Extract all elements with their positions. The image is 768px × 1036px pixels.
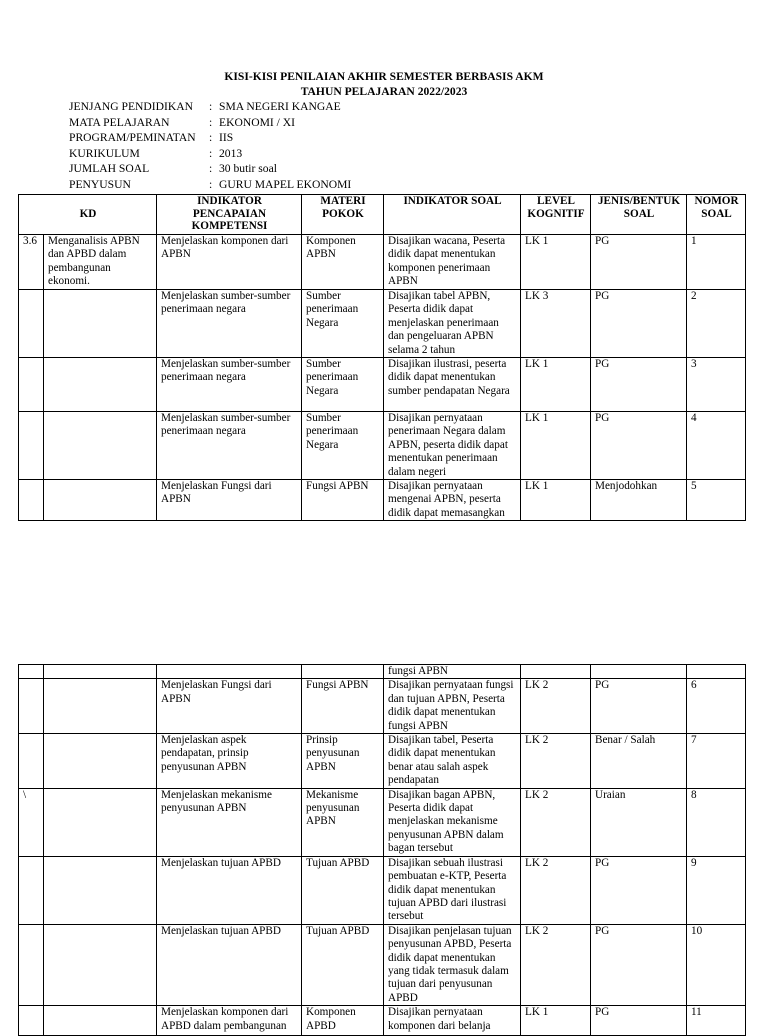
kd-cell	[44, 290, 157, 358]
ipk-cell: Menjelaskan komponen dari APBN	[157, 235, 302, 290]
level-cell: LK 2	[521, 788, 591, 856]
level-cell: LK 1	[521, 235, 591, 290]
nomor-cell: 9	[687, 856, 746, 924]
identity-row	[69, 100, 351, 116]
header-nomor: NOMOR SOAL	[687, 195, 746, 235]
ipk-cell: Menjelaskan aspek pendapatan, prinsip penyusunan APBN	[157, 734, 302, 789]
kd-cell	[44, 924, 157, 1005]
kd-cell	[44, 412, 157, 480]
identity-row	[69, 178, 351, 194]
identity-row	[69, 162, 351, 178]
identity-separator: :	[209, 146, 213, 160]
table-row	[19, 924, 746, 1005]
indikator-cell: Disajikan bagan APBN, Peserta didik dapat menjelaskan mekanisme penyusunan APBN dalam bagan tersebut	[384, 788, 521, 856]
header-materi: MATERI POKOK	[302, 195, 384, 235]
table-row	[19, 788, 746, 856]
ipk-cell: Menjelaskan Fungsi dari APBN	[157, 679, 302, 734]
materi-cell: Fungsi APBN	[302, 480, 384, 521]
identity-label: JUMLAH SOAL	[69, 162, 150, 175]
kd-cell	[44, 480, 157, 521]
table-header-row	[19, 195, 746, 235]
level-cell: LK 1	[521, 480, 591, 521]
materi-cell: Tujuan APBD	[302, 856, 384, 924]
kd-number-cell	[19, 412, 44, 480]
header-level: LEVEL KOGNITIF	[521, 195, 591, 235]
kd-cell	[44, 358, 157, 412]
jenis-cell: Menjodohkan	[591, 480, 687, 521]
table-row	[19, 1006, 746, 1036]
level-cell: LK 1	[521, 412, 591, 480]
kd-number-cell	[19, 679, 44, 734]
level-cell: LK 2	[521, 856, 591, 924]
table-row	[19, 679, 746, 734]
table-row	[19, 290, 746, 358]
table-row	[19, 358, 746, 412]
kd-number-cell	[19, 856, 44, 924]
jenis-cell: Benar / Salah	[591, 734, 687, 789]
header-ipk: INDIKATOR PENCAPAIAN KOMPETENSI	[157, 195, 302, 235]
identity-value: 2013	[219, 146, 243, 160]
identity-label: JENJANG PENDIDIKAN	[69, 100, 193, 113]
jenis-cell: PG	[591, 679, 687, 734]
level-cell	[521, 665, 591, 679]
ipk-cell: Menjelaskan sumber-sumber penerimaan negara	[157, 412, 302, 480]
identity-label: KURIKULUM	[69, 146, 140, 160]
nomor-cell: 10	[687, 924, 746, 1005]
kd-number-cell	[19, 665, 44, 679]
materi-cell: Prinsip penyusunan APBN	[302, 734, 384, 789]
materi-cell: Komponen APBN	[302, 235, 384, 290]
nomor-cell: 7	[687, 734, 746, 789]
table-row	[19, 665, 746, 679]
kisi-kisi-table-page-1	[18, 194, 746, 521]
kd-number-cell: 3.6	[19, 235, 44, 290]
identity-label: PROGRAM/PEMINATAN	[69, 131, 196, 144]
materi-cell: Sumber penerimaan Negara	[302, 290, 384, 358]
ipk-cell: Menjelaskan tujuan APBD	[157, 924, 302, 1005]
indikator-cell: Disajikan tabel APBN, Peserta didik dapat menjelaskan penerimaan dan pengeluaran APBN selama 2 tahun	[384, 290, 521, 358]
ipk-cell: Menjelaskan sumber-sumber penerimaan negara	[157, 290, 302, 358]
identity-separator: :	[209, 100, 213, 113]
level-cell: LK 2	[521, 679, 591, 734]
nomor-cell: 2	[687, 290, 746, 358]
identity-label: PENYUSUN	[69, 177, 131, 191]
kd-number-cell	[19, 1006, 44, 1036]
document-subtitle: TAHUN PELAJARAN 2022/2023	[300, 85, 468, 98]
identity-separator: :	[209, 162, 213, 175]
jenis-cell: Uraian	[591, 788, 687, 856]
identity-separator: :	[209, 115, 213, 129]
level-cell: LK 3	[521, 290, 591, 358]
header-indikator: INDIKATOR SOAL	[384, 195, 521, 235]
table-row	[19, 734, 746, 789]
nomor-cell: 1	[687, 235, 746, 290]
identity-value: GURU MAPEL EKONOMI	[219, 177, 352, 191]
kd-number-cell	[19, 290, 44, 358]
identity-value: SMA NEGERI KANGAE	[219, 100, 341, 113]
identity-row	[69, 116, 351, 132]
level-cell: LK 2	[521, 924, 591, 1005]
ipk-cell: Menjelaskan tujuan APBD	[157, 856, 302, 924]
level-cell: LK 2	[521, 734, 591, 789]
nomor-cell: 3	[687, 358, 746, 412]
nomor-cell	[687, 665, 746, 679]
indikator-cell: Disajikan tabel, Peserta didik dapat menentukan benar atau salah aspek pendapatan	[384, 734, 521, 789]
identity-separator: :	[209, 177, 213, 191]
indikator-cell: Disajikan pernyataan fungsi dan tujuan APBN, Peserta didik dapat menentukan fungsi APBN	[384, 679, 521, 734]
jenis-cell: PG	[591, 856, 687, 924]
identity-separator: :	[209, 131, 213, 144]
header-jenis: JENIS/BENTUK SOAL	[591, 195, 687, 235]
kd-cell	[44, 665, 157, 679]
kd-cell	[44, 788, 157, 856]
nomor-cell: 6	[687, 679, 746, 734]
document-title: KISI-KISI PENILAIAN AKHIR SEMESTER BERBASIS AKM	[224, 70, 544, 83]
kd-cell	[44, 856, 157, 924]
ipk-cell	[157, 665, 302, 679]
nomor-cell: 11	[687, 1006, 746, 1036]
ipk-cell: Menjelaskan Fungsi dari APBN	[157, 480, 302, 521]
header-kd: KD	[19, 195, 157, 235]
indikator-cell: Disajikan ilustrasi, peserta didik dapat menentukan sumber pendapatan Negara	[384, 358, 521, 412]
indikator-cell: Disajikan pernyataan penerimaan Negara dalam APBN, peserta didik dapat menentukan penerimaan dalam negeri	[384, 412, 521, 480]
materi-cell: Sumber penerimaan Negara	[302, 358, 384, 412]
materi-cell	[302, 665, 384, 679]
identity-row	[69, 131, 351, 147]
identity-label: MATA PELAJARAN	[69, 115, 170, 129]
table-row	[19, 412, 746, 480]
kd-number-cell	[19, 358, 44, 412]
level-cell: LK 1	[521, 1006, 591, 1036]
nomor-cell: 5	[687, 480, 746, 521]
materi-cell: Fungsi APBN	[302, 679, 384, 734]
indikator-cell: Disajikan penjelasan tujuan penyusunan APBD, Peserta didik dapat menentukan yang tidak termasuk dalam tujuan dari penyusunan APBD	[384, 924, 521, 1005]
jenis-cell: PG	[591, 412, 687, 480]
identity-value: 30 butir soal	[219, 162, 277, 175]
kd-number-cell: \	[19, 788, 44, 856]
materi-cell: Tujuan APBD	[302, 924, 384, 1005]
materi-cell: Sumber penerimaan Negara	[302, 412, 384, 480]
table-row	[19, 480, 746, 521]
identity-value: EKONOMI / XI	[219, 115, 295, 129]
jenis-cell: PG	[591, 924, 687, 1005]
jenis-cell: PG	[591, 235, 687, 290]
ipk-cell: Menjelaskan sumber-sumber penerimaan negara	[157, 358, 302, 412]
kd-cell: Menganalisis APBN dan APBD dalam pembangunan ekonomi.	[44, 235, 157, 290]
kd-cell	[44, 1006, 157, 1036]
nomor-cell: 4	[687, 412, 746, 480]
identity-value: IIS	[219, 131, 234, 144]
indikator-cell: Disajikan wacana, Peserta didik dapat menentukan komponen penerimaan APBN	[384, 235, 521, 290]
ipk-cell: Menjelaskan mekanisme penyusunan APBN	[157, 788, 302, 856]
indikator-cell: Disajikan pernyataan mengenai APBN, peserta didik dapat memasangkan	[384, 480, 521, 521]
identity-row	[69, 147, 351, 163]
ipk-cell: Menjelaskan komponen dari APBD dalam pembangunan	[157, 1006, 302, 1036]
table-row	[19, 856, 746, 924]
jenis-cell	[591, 665, 687, 679]
level-cell: LK 1	[521, 358, 591, 412]
indikator-cell: fungsi APBN	[384, 665, 521, 679]
identity-table	[69, 100, 351, 193]
kd-number-cell	[19, 734, 44, 789]
indikator-cell: Disajikan sebuah ilustrasi pembuatan e-KTP, Peserta didik dapat menentukan tujuan APBD dari ilustrasi tersebut	[384, 856, 521, 924]
jenis-cell: PG	[591, 1006, 687, 1036]
kd-number-cell	[19, 924, 44, 1005]
jenis-cell: PG	[591, 290, 687, 358]
kd-cell	[44, 679, 157, 734]
materi-cell: Mekanisme penyusunan APBN	[302, 788, 384, 856]
kisi-kisi-table-page-2	[18, 664, 746, 1036]
nomor-cell: 8	[687, 788, 746, 856]
materi-cell: Komponen APBD	[302, 1006, 384, 1036]
kd-cell	[44, 734, 157, 789]
jenis-cell: PG	[591, 358, 687, 412]
indikator-cell: Disajikan pernyataan komponen dari belanja	[384, 1006, 521, 1036]
kd-number-cell	[19, 480, 44, 521]
table-row	[19, 235, 746, 290]
